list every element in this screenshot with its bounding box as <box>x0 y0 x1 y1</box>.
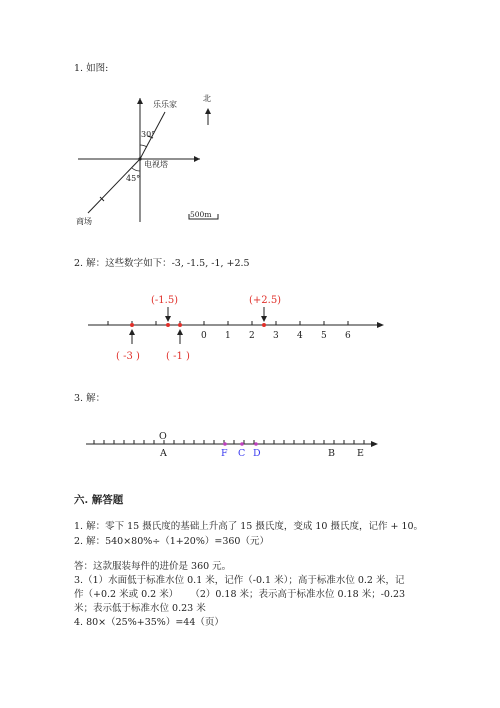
q1-label-angle-30: 30° <box>141 130 156 139</box>
q3-arrow-right-icon <box>371 441 378 447</box>
q2-marker-m15: (-1.5) <box>151 295 179 306</box>
q1-label-tower: 电视塔 <box>144 160 168 169</box>
section6-title: 六. 解答题 <box>74 494 124 506</box>
q2-tick-5: 5 <box>321 331 327 341</box>
q2-text: 2. 解：这些数字如下：-3, -1.5, -1, +2.5 <box>74 258 250 269</box>
q3-point-F <box>223 442 227 446</box>
section6-line-4: 3.（1）水面低于标准水位 0.1 米，记作（-0.1 米）；高于标准水位 0.2 米，记 <box>74 575 405 586</box>
q2-tick-1: 1 <box>225 331 231 341</box>
q3-label-F: F <box>221 448 228 459</box>
q1-label-angle-45: 45° <box>126 174 141 183</box>
section6-line-5: 作（+0.2 米或 0.2 米） （2）0.18 米；表示高于标准水位 0.18 米；-0.23 <box>74 589 406 600</box>
q2-tick-2: 2 <box>249 331 255 341</box>
q2-tick-4: 4 <box>297 331 303 341</box>
q3-label-A: A <box>160 448 167 459</box>
section6-line-1: 1. 解：零下 15 摄氏度的基础上升高了 15 摄氏度，变成 10 摄氏度，记作 + 10。 <box>74 521 424 532</box>
section6-line-2: 2. 解：540×80%÷（1+20%）=360（元） <box>74 536 269 547</box>
q3-tick-marks <box>94 440 364 444</box>
q2-tick-0: 0 <box>201 331 207 341</box>
q2-tick-6: 6 <box>345 331 351 341</box>
section6-line-3: 答：这款服装每件的进价是 360 元。 <box>74 561 232 572</box>
q3-label-O: O <box>159 431 167 442</box>
q3-label-C: C <box>238 448 246 459</box>
q3-label-B: B <box>328 448 335 459</box>
q2-marker-m3: ( -3 ) <box>116 351 140 362</box>
q2-marker-m1: ( -1 ) <box>166 351 190 362</box>
q1-label-north: 北 <box>203 94 211 103</box>
q3-label-E: E <box>357 448 364 459</box>
q3-point-C <box>240 442 244 446</box>
section6-line-6: 米；表示低于标准水位 0.23 米 <box>74 603 206 614</box>
q1-number: 1. 如图: <box>74 63 109 74</box>
q2-tick-3: 3 <box>273 331 279 341</box>
q2-marker-p25: (+2.5) <box>249 295 282 306</box>
q1-label-lelejia: 乐乐家 <box>153 100 177 109</box>
q1-label-scale: 500m <box>190 210 212 219</box>
section6-line-7: 4. 80×（25%+35%）=44（页） <box>74 617 224 628</box>
q3-text: 3. 解： <box>74 393 106 404</box>
q3-label-D: D <box>253 448 261 459</box>
q3-point-D <box>254 442 258 446</box>
q1-label-mall: 商场 <box>76 217 92 226</box>
